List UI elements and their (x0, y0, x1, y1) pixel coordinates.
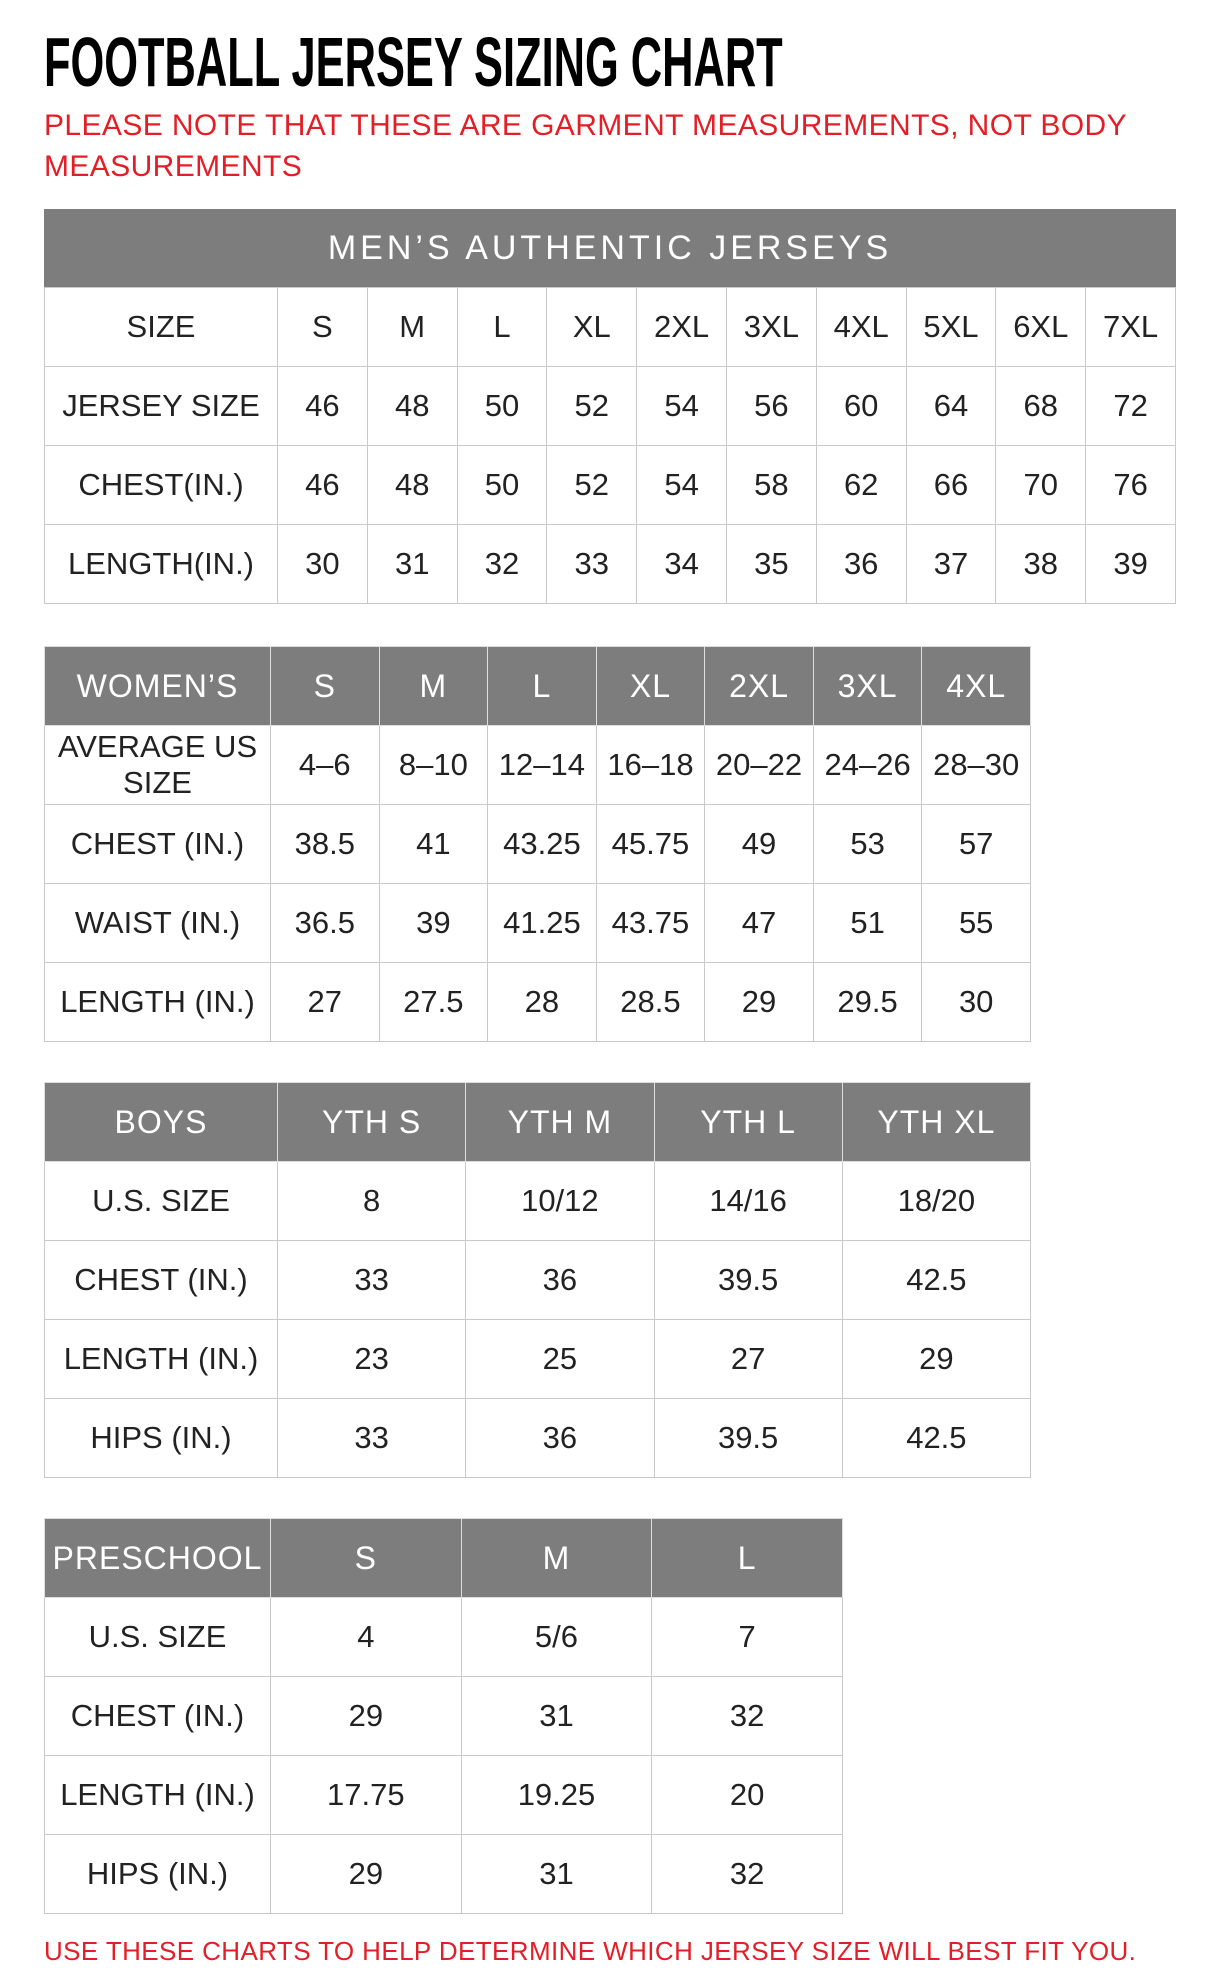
value-cell: 42.5 (842, 1399, 1030, 1478)
row-label-cell: AVERAGE US SIZE (45, 726, 271, 805)
value-cell: 16–18 (596, 726, 705, 805)
value-cell: 38 (996, 525, 1086, 604)
value-cell: 66 (906, 446, 996, 525)
row-label-cell: LENGTH (IN.) (45, 1320, 278, 1399)
row-label-cell: CHEST (IN.) (45, 1677, 271, 1756)
value-cell: 12–14 (488, 726, 597, 805)
value-cell: 45.75 (596, 805, 705, 884)
value-cell: 39.5 (654, 1241, 842, 1320)
preschool-section (44, 1518, 1220, 1914)
fit-advice-footer: USE THESE CHARTS TO HELP DETERMINE WHICH JERSEY SIZE WILL BEST FIT YOU. (44, 1936, 1137, 1966)
value-cell: 4–6 (271, 726, 380, 805)
value-cell: 29 (271, 1835, 462, 1914)
row-label-cell: LENGTH (IN.) (45, 963, 271, 1042)
womens-sizing-table (44, 646, 1031, 1042)
size-header-cell: M (379, 647, 488, 726)
table-header-row (45, 647, 1031, 726)
size-header-cell: L (488, 647, 597, 726)
row-label-cell: U.S. SIZE (45, 1598, 271, 1677)
value-cell: 32 (652, 1835, 843, 1914)
mens-section (44, 209, 1220, 604)
womens-section (44, 646, 1220, 1042)
row-label-cell: CHEST (IN.) (45, 1241, 278, 1320)
value-cell: 30 (278, 525, 368, 604)
table-row (45, 525, 1176, 604)
size-header-cell: M (461, 1519, 652, 1598)
value-cell: 3XL (726, 288, 816, 367)
table-header-row (45, 1083, 1031, 1162)
value-cell: 14/16 (654, 1162, 842, 1241)
value-cell: 70 (996, 446, 1086, 525)
value-cell: 5XL (906, 288, 996, 367)
value-cell: L (457, 288, 547, 367)
value-cell: 32 (457, 525, 547, 604)
value-cell: 8 (278, 1162, 466, 1241)
value-cell: 39 (379, 884, 488, 963)
value-cell: 42.5 (842, 1241, 1030, 1320)
boys-sizing-table (44, 1082, 1031, 1478)
value-cell: 51 (813, 884, 922, 963)
value-cell: 19.25 (461, 1756, 652, 1835)
value-cell: 29.5 (813, 963, 922, 1042)
value-cell: XL (547, 288, 637, 367)
title-block (44, 22, 1220, 100)
table-row (45, 1756, 843, 1835)
value-cell: 48 (367, 446, 457, 525)
value-cell: 33 (278, 1399, 466, 1478)
value-cell: 23 (278, 1320, 466, 1399)
value-cell: 57 (922, 805, 1031, 884)
table-row (45, 1399, 1031, 1478)
value-cell: 48 (367, 367, 457, 446)
value-cell: 27 (654, 1320, 842, 1399)
value-cell: 35 (726, 525, 816, 604)
value-cell: 28.5 (596, 963, 705, 1042)
value-cell: 33 (278, 1241, 466, 1320)
value-cell: 58 (726, 446, 816, 525)
table-row (45, 805, 1031, 884)
value-cell: 43.75 (596, 884, 705, 963)
value-cell: 36.5 (271, 884, 380, 963)
value-cell: 6XL (996, 288, 1086, 367)
row-label-cell: WAIST (IN.) (45, 884, 271, 963)
value-cell: 33 (547, 525, 637, 604)
table-row (45, 884, 1031, 963)
value-cell: 60 (816, 367, 906, 446)
garment-measurement-note: PLEASE NOTE THAT THESE ARE GARMENT MEASUREMENTS, NOT BODY MEASUREMENTS (44, 109, 1127, 183)
value-cell: 18/20 (842, 1162, 1030, 1241)
value-cell: 50 (457, 367, 547, 446)
value-cell: 31 (461, 1677, 652, 1756)
value-cell: 34 (637, 525, 727, 604)
size-header-cell: L (652, 1519, 843, 1598)
value-cell: 36 (816, 525, 906, 604)
value-cell: 7 (652, 1598, 843, 1677)
value-cell: 25 (466, 1320, 654, 1399)
value-cell: 28 (488, 963, 597, 1042)
group-label-cell: WOMEN’S (45, 647, 271, 726)
preschool-sizing-table (44, 1518, 843, 1914)
mens-sizing-table (44, 287, 1176, 604)
size-header-cell: 3XL (813, 647, 922, 726)
size-header-cell: YTH XL (842, 1083, 1030, 1162)
value-cell: 37 (906, 525, 996, 604)
table-row (45, 726, 1031, 805)
value-cell: 24–26 (813, 726, 922, 805)
table-row (45, 1162, 1031, 1241)
boys-section (44, 1082, 1220, 1478)
value-cell: 27.5 (379, 963, 488, 1042)
size-header-cell: 4XL (922, 647, 1031, 726)
value-cell: 53 (813, 805, 922, 884)
value-cell: 47 (705, 884, 814, 963)
value-cell: 10/12 (466, 1162, 654, 1241)
row-label-cell: CHEST(IN.) (45, 446, 278, 525)
table-row (45, 1320, 1031, 1399)
mens-table-banner: MEN’S AUTHENTIC JERSEYS (44, 209, 1176, 287)
value-cell: 2XL (637, 288, 727, 367)
size-header-cell: XL (596, 647, 705, 726)
table-row (45, 367, 1176, 446)
row-label-cell: LENGTH(IN.) (45, 525, 278, 604)
table-row (45, 288, 1176, 367)
value-cell: 46 (278, 446, 368, 525)
size-header-cell: YTH S (278, 1083, 466, 1162)
value-cell: 64 (906, 367, 996, 446)
page-title: FOOTBALL JERSEY SIZING CHART (44, 23, 783, 101)
value-cell: 7XL (1086, 288, 1176, 367)
size-header-cell: 2XL (705, 647, 814, 726)
value-cell: 4XL (816, 288, 906, 367)
size-header-cell: YTH L (654, 1083, 842, 1162)
value-cell: 29 (271, 1677, 462, 1756)
size-header-cell: YTH M (466, 1083, 654, 1162)
value-cell: 20 (652, 1756, 843, 1835)
value-cell: 76 (1086, 446, 1176, 525)
size-header-cell: S (271, 647, 380, 726)
value-cell: 36 (466, 1399, 654, 1478)
value-cell: 41.25 (488, 884, 597, 963)
value-cell: 52 (547, 367, 637, 446)
value-cell: 56 (726, 367, 816, 446)
value-cell: 43.25 (488, 805, 597, 884)
value-cell: 20–22 (705, 726, 814, 805)
value-cell: 54 (637, 367, 727, 446)
table-row (45, 1677, 843, 1756)
row-label-cell: HIPS (IN.) (45, 1835, 271, 1914)
value-cell: 49 (705, 805, 814, 884)
value-cell: 55 (922, 884, 1031, 963)
table-row (45, 963, 1031, 1042)
table-row (45, 1598, 843, 1677)
row-label-cell: LENGTH (IN.) (45, 1756, 271, 1835)
value-cell: 17.75 (271, 1756, 462, 1835)
value-cell: 32 (652, 1677, 843, 1756)
value-cell: 38.5 (271, 805, 380, 884)
group-label-cell: BOYS (45, 1083, 278, 1162)
value-cell: 50 (457, 446, 547, 525)
value-cell: 41 (379, 805, 488, 884)
value-cell: 8–10 (379, 726, 488, 805)
value-cell: 28–30 (922, 726, 1031, 805)
value-cell: 27 (271, 963, 380, 1042)
value-cell: 54 (637, 446, 727, 525)
table-row (45, 446, 1176, 525)
value-cell: S (278, 288, 368, 367)
value-cell: 30 (922, 963, 1031, 1042)
row-label-cell: SIZE (45, 288, 278, 367)
value-cell: 46 (278, 367, 368, 446)
value-cell: 72 (1086, 367, 1176, 446)
value-cell: 39.5 (654, 1399, 842, 1478)
value-cell: 4 (271, 1598, 462, 1677)
row-label-cell: JERSEY SIZE (45, 367, 278, 446)
value-cell: 68 (996, 367, 1086, 446)
value-cell: 29 (705, 963, 814, 1042)
row-label-cell: U.S. SIZE (45, 1162, 278, 1241)
size-header-cell: S (271, 1519, 462, 1598)
value-cell: M (367, 288, 457, 367)
value-cell: 31 (367, 525, 457, 604)
value-cell: 31 (461, 1835, 652, 1914)
value-cell: 39 (1086, 525, 1176, 604)
value-cell: 29 (842, 1320, 1030, 1399)
value-cell: 5/6 (461, 1598, 652, 1677)
table-header-row (45, 1519, 843, 1598)
value-cell: 52 (547, 446, 637, 525)
value-cell: 36 (466, 1241, 654, 1320)
row-label-cell: CHEST (IN.) (45, 805, 271, 884)
group-label-cell: PRESCHOOL (45, 1519, 271, 1598)
value-cell: 62 (816, 446, 906, 525)
row-label-cell: HIPS (IN.) (45, 1399, 278, 1478)
table-row (45, 1835, 843, 1914)
table-row (45, 1241, 1031, 1320)
